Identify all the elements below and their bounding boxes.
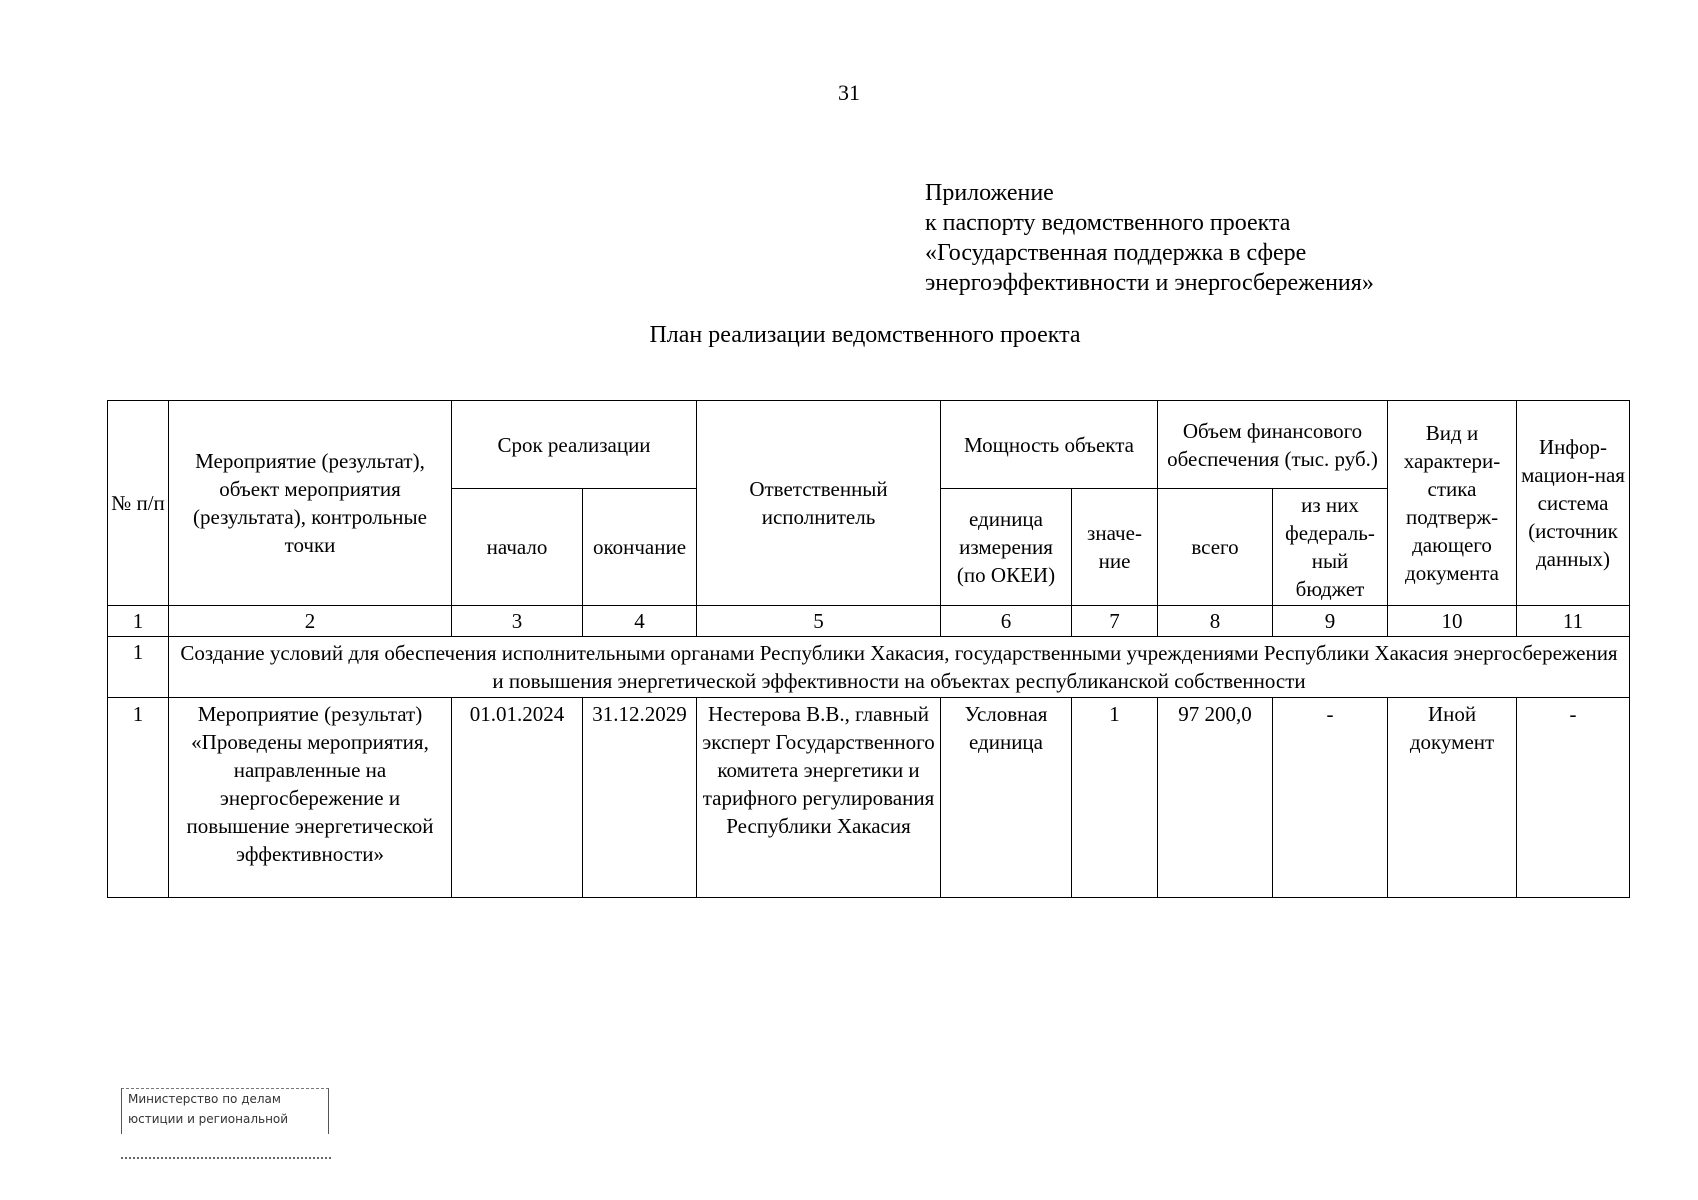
- column-number-row: [108, 606, 1630, 637]
- ministry-stamp: [121, 1088, 329, 1134]
- header-total: всего: [1158, 489, 1273, 606]
- header-value: значе-ние: [1072, 489, 1158, 606]
- row-total: 97 200,0: [1158, 698, 1273, 898]
- appendix-line-4: энергоэффективности и энергосбережения»: [925, 270, 1374, 296]
- appendix-line-2: к паспорту ведомственного проекта: [925, 210, 1291, 236]
- header-federal: из них федераль-ный бюджет: [1273, 489, 1388, 606]
- stamp-bottom-edge: [121, 1157, 331, 1159]
- column-number: 3: [452, 606, 583, 637]
- row-doc-type: Иной документ: [1388, 698, 1517, 898]
- section-title: Создание условий для обеспечения исполнительными органами Республики Хакасия, государственными учреждениями Республики Хакасия энергосбережения и повышения энергетической эффективности на объектах республиканской собственности: [169, 637, 1630, 698]
- header-start: начало: [452, 489, 583, 606]
- header-num: № п/п: [108, 401, 169, 606]
- row-end-date: 31.12.2029: [583, 698, 697, 898]
- header-unit: единица измерения (по ОКЕИ): [941, 489, 1072, 606]
- appendix-note: [925, 178, 1374, 298]
- stamp-line-2: юстиции и региональной: [128, 1112, 289, 1126]
- header-info-system: Инфор-мацион-ная система (источник данных): [1517, 401, 1630, 606]
- header-doc-type: Вид и характери-стика подтверж-дающего документа: [1388, 401, 1517, 606]
- row-value: 1: [1072, 698, 1158, 898]
- row-num: 1: [108, 698, 169, 898]
- row-unit: Условная единица: [941, 698, 1072, 898]
- header-finance: Объем финансового обеспечения (тыс. руб.): [1158, 401, 1388, 489]
- row-info-system: -: [1517, 698, 1630, 898]
- plan-title: План реализации ведомственного проекта: [649, 322, 1081, 348]
- column-number: 9: [1273, 606, 1388, 637]
- row-start-date: 01.01.2024: [452, 698, 583, 898]
- page-number: 31: [838, 80, 860, 105]
- header-term: Срок реализации: [452, 401, 697, 489]
- header-capacity: Мощность объекта: [941, 401, 1158, 489]
- section-num: 1: [108, 637, 169, 698]
- appendix-line-3: «Государственная поддержка в сфере: [925, 240, 1307, 266]
- column-number: 8: [1158, 606, 1273, 637]
- column-number: 1: [108, 606, 169, 637]
- implementation-plan-table: [107, 400, 1630, 898]
- column-number: 5: [697, 606, 941, 637]
- column-number: 11: [1517, 606, 1630, 637]
- stamp-line-1: Министерство по делам: [128, 1092, 281, 1106]
- header-end: окончание: [583, 489, 697, 606]
- appendix-line-1: Приложение: [925, 180, 1054, 206]
- header-activity: Мероприятие (результат), объект мероприятия (результата), контрольные точки: [169, 401, 452, 606]
- table-row: [108, 698, 1630, 898]
- column-number: 6: [941, 606, 1072, 637]
- section-row: [108, 637, 1630, 698]
- column-number: 2: [169, 606, 452, 637]
- header-row-top: [108, 401, 1630, 489]
- column-number: 10: [1388, 606, 1517, 637]
- column-number: 7: [1072, 606, 1158, 637]
- header-responsible: Ответственный исполнитель: [697, 401, 941, 606]
- column-number: 4: [583, 606, 697, 637]
- row-activity: Мероприятие (результат) «Проведены мероприятия, направленные на энергосбережение и повышение энергетической эффективности»: [169, 698, 452, 898]
- row-responsible: Нестерова В.В., главный эксперт Государственного комитета энергетики и тарифного регулирования Республики Хакасия: [697, 698, 941, 898]
- row-federal: -: [1273, 698, 1388, 898]
